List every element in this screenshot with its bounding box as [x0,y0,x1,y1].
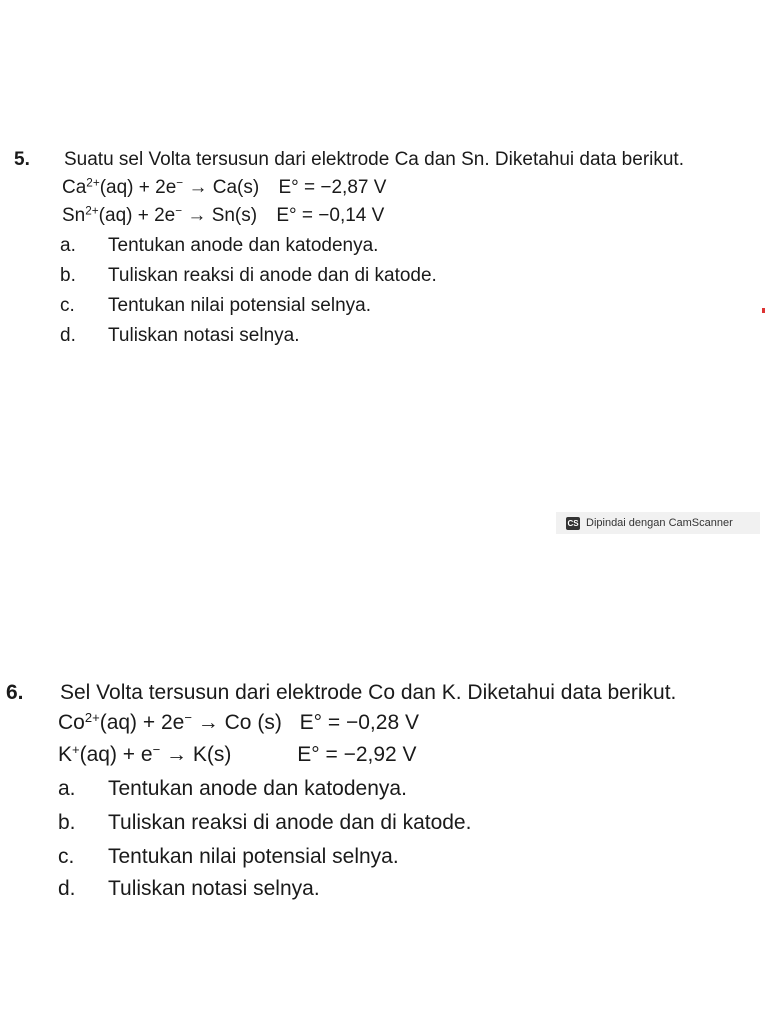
camscanner-icon: CS [567,518,579,528]
option-c: c. Tentukan nilai potensial selnya. [60,295,372,316]
option-a: a. Tentukan anode dan katodenya. [60,235,379,256]
half-reaction-2: K+(aq) + e− → K(s) E° = −2,92 V [58,741,417,766]
option-d: d. Tuliskan notasi selnya. [58,877,320,900]
option-b: b. Tuliskan reaksi di anode dan di katode. [60,265,437,286]
half-reaction-1: $Ca^{2+}(aq) + 2e^- \to Ca(s) E^\circ = -2,87$ V [62,176,387,198]
red-mark [762,308,765,313]
option-c: c. Tentukan nilai potensial selnya. [58,845,399,868]
option-a: a. Tentukan anode dan katodenya. [58,777,407,800]
half-reaction-1: $Co^{2+}(aq) + 2e^- \to Co$ (s) E° = −0,28 V [58,709,419,734]
question-stem: Suatu sel Volta tersusun dari elektrode Ca dan Sn. Diketahui data berikut. [64,149,684,170]
half-reaction-2: $Sn^{2+}(aq) + 2e^- \to Sn(s) E^\circ = -0,14$ V [62,204,385,226]
option-b: b. Tuliskan reaksi di anode dan di katode. [58,811,472,834]
camscanner-watermark [556,512,760,534]
question-number: 5. [14,149,30,170]
option-d: d. Tuliskan notasi selnya. [60,325,300,346]
question-stem: Sel Volta tersusun dari elektrode Co dan K. Diketahui data berikut. [60,681,677,704]
question-number: 6. [6,681,24,704]
watermark-text: Dipindai dengan CamScanner [586,517,733,529]
